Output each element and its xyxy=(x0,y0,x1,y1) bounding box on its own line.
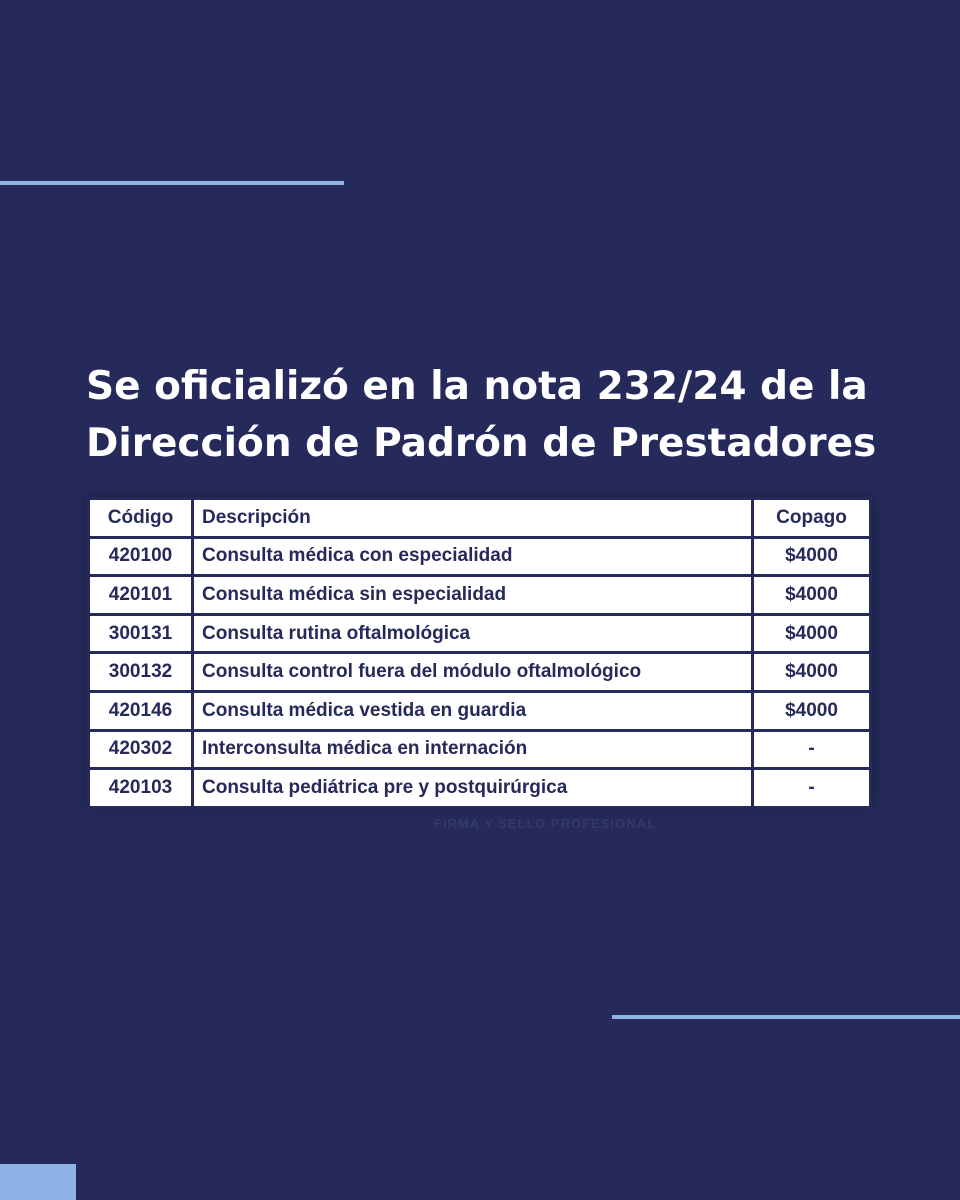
table-header-row xyxy=(90,500,869,536)
cell-description: Consulta pediátrica pre y postquirúrgica xyxy=(194,770,751,806)
cell-copago: $4000 xyxy=(754,539,869,575)
table-row xyxy=(90,616,869,652)
watermark-text: FIRMA Y SELLO PROFESIONAL xyxy=(434,816,656,831)
cell-code: 420146 xyxy=(90,693,191,729)
table-row xyxy=(90,732,869,768)
table-row xyxy=(90,770,869,806)
cell-copago: $4000 xyxy=(754,654,869,690)
cell-copago: $4000 xyxy=(754,577,869,613)
headline-line-2: Dirección de Padrón de Prestadores xyxy=(86,421,877,466)
cell-code: 420100 xyxy=(90,539,191,575)
copago-table-container xyxy=(87,497,872,805)
cell-code: 300131 xyxy=(90,616,191,652)
header-copago: Copago xyxy=(754,500,869,536)
table-row xyxy=(90,577,869,613)
cell-copago: $4000 xyxy=(754,693,869,729)
table-row xyxy=(90,693,869,729)
cell-description: Consulta rutina oftalmológica xyxy=(194,616,751,652)
table-row xyxy=(90,654,869,690)
header-description: Descripción xyxy=(194,500,751,536)
cell-description: Consulta médica vestida en guardia xyxy=(194,693,751,729)
cell-description: Interconsulta médica en internación xyxy=(194,732,751,768)
table-body xyxy=(90,539,869,806)
cell-copago: - xyxy=(754,770,869,806)
accent-square xyxy=(0,1164,76,1200)
headline xyxy=(86,358,936,472)
header-code: Código xyxy=(90,500,191,536)
accent-line-bottom xyxy=(612,1015,960,1019)
accent-line-top xyxy=(0,181,344,185)
cell-copago: $4000 xyxy=(754,616,869,652)
headline-line-1: Se oficializó en la nota 232/24 de la xyxy=(86,364,868,409)
cell-copago: - xyxy=(754,732,869,768)
cell-code: 420101 xyxy=(90,577,191,613)
table-row xyxy=(90,539,869,575)
cell-description: Consulta médica sin especialidad xyxy=(194,577,751,613)
cell-code: 420302 xyxy=(90,732,191,768)
cell-description: Consulta médica con especialidad xyxy=(194,539,751,575)
cell-code: 420103 xyxy=(90,770,191,806)
cell-code: 300132 xyxy=(90,654,191,690)
cell-description: Consulta control fuera del módulo oftalmológico xyxy=(194,654,751,690)
copago-table xyxy=(87,497,872,809)
